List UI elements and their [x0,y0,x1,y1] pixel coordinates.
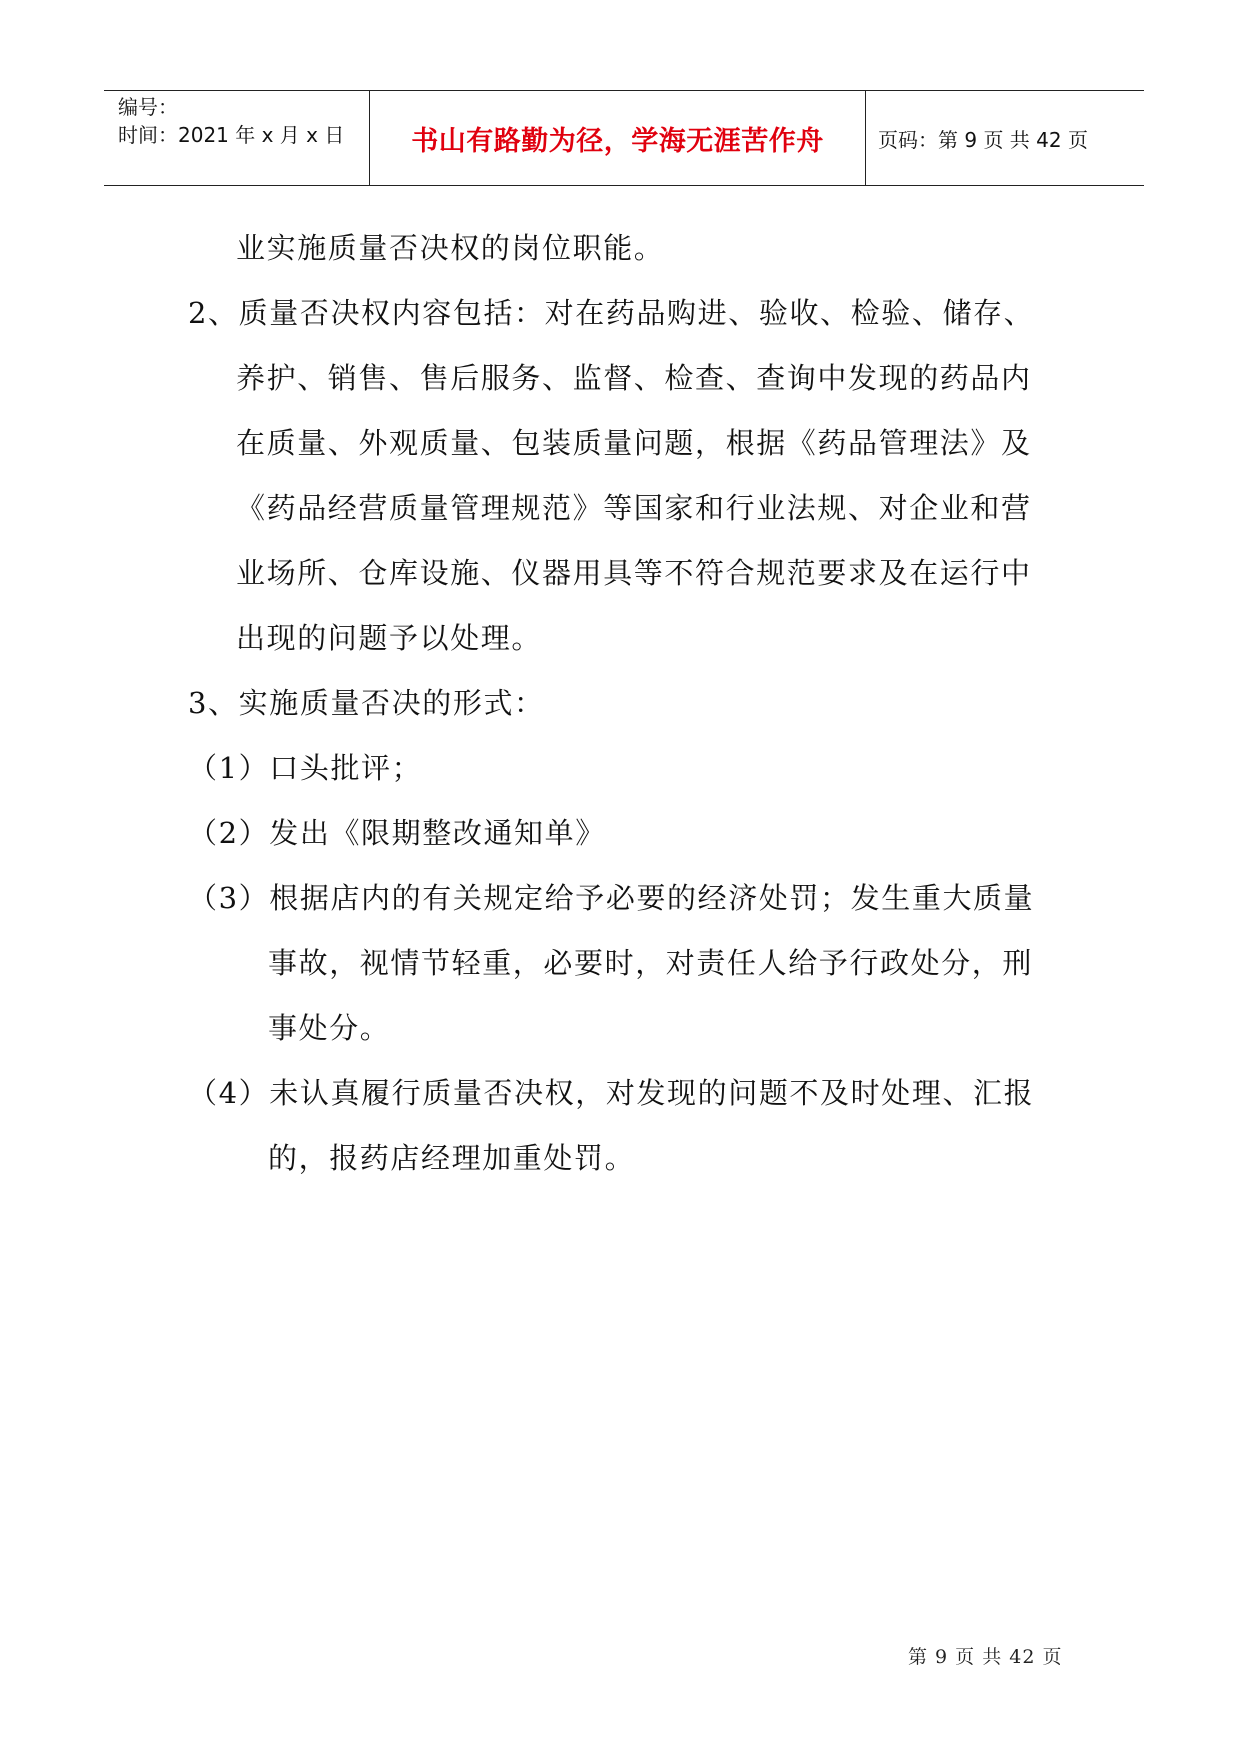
body-line: 3、实施质量否决的形式： [188,686,545,720]
body-line: 2、质量否决权内容包括：对在药品购进、验收、检验、储存、 [188,296,1035,330]
body-line: 出现的问题予以处理。 [236,621,543,655]
header-left-cell [104,91,369,185]
header-middle-cell [369,91,866,185]
body-line: （4）未认真履行质量否决权，对发现的问题不及时处理、汇报 [188,1076,1035,1110]
page-header [104,90,1144,186]
header-page-code: 页码：第 9 页 共 42 页 [878,127,1088,152]
header-right-cell [864,91,1144,185]
body-line: 《药品经营质量管理规范》等国家和行业法规、对企业和营 [236,491,1032,525]
serial-number-label: 编号： [118,95,178,119]
body-line: 事故，视情节轻重，必要时，对责任人给予行政处分，刑 [268,946,1034,980]
body-line: 业场所、仓库设施、仪器用具等不符合规范要求及在运行中 [236,556,1032,590]
body-line: 养护、销售、售后服务、监督、检查、查询中发现的药品内 [236,361,1032,395]
body-line: 的，报药店经理加重处罚。 [268,1141,636,1175]
body-line: 事处分。 [268,1011,391,1045]
body-line: 业实施质量否决权的岗位职能。 [236,231,665,265]
header-motto: 书山有路勤为径，学海无涯苦作舟 [411,125,824,157]
body-line: （3）根据店内的有关规定给予必要的经济处罚；发生重大质量 [188,881,1035,915]
body-line: （2）发出《限期整改通知单》 [188,816,606,850]
body-line: 在质量、外观质量、包装质量问题，根据《药品管理法》及 [236,426,1032,460]
body-line: （1）口头批评； [188,751,423,785]
time-label: 时间：2021 年 x 月 x 日 [118,123,345,147]
page-footer: 第 9 页 共 42 页 [908,1646,1063,1668]
